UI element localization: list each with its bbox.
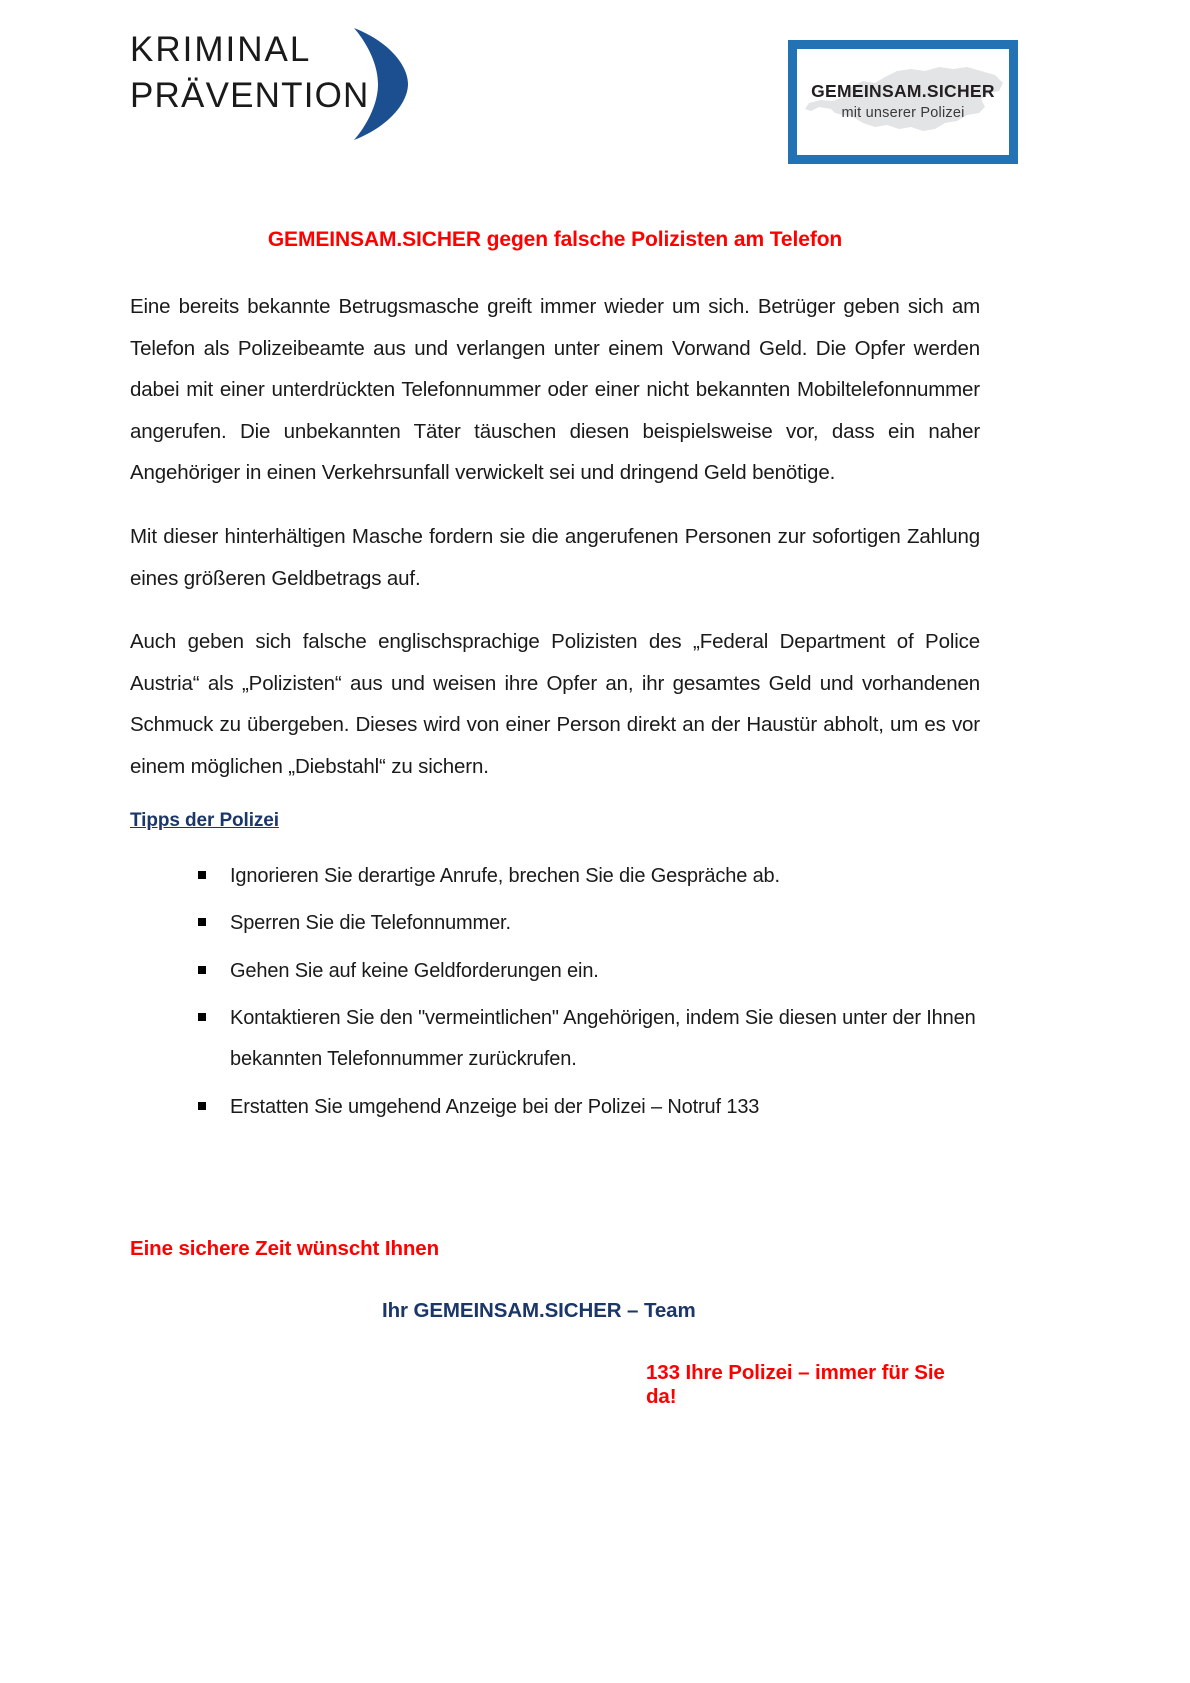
kriminal-praevention-wordmark (130, 30, 370, 116)
square-bullet-icon (198, 871, 206, 879)
page-title: GEMEINSAM.SICHER gegen falsche Polizisten am Telefon (267, 228, 843, 251)
closing-block (130, 1237, 980, 1409)
kriminal-praevention-logo (130, 24, 405, 142)
closing-wish: Eine sichere Zeit wünscht Ihnen (130, 1237, 440, 1261)
tips-list (130, 856, 980, 1128)
square-bullet-icon (198, 966, 206, 974)
swoosh-icon (348, 26, 408, 142)
list-item-label: Sperren Sie die Telefonnummer. (230, 912, 511, 935)
kriminal-praevention-line2: PRÄVENTION (130, 75, 370, 115)
square-bullet-icon (198, 1102, 206, 1110)
list-item (198, 903, 980, 944)
closing-team: Ihr GEMEINSAM.SICHER – Team (382, 1299, 696, 1323)
list-item-label: Gehen Sie auf keine Geldforderungen ein. (230, 959, 599, 982)
tips-heading: Tipps der Polizei (130, 809, 279, 831)
list-item (198, 1087, 980, 1128)
list-item (198, 856, 980, 897)
closing-emergency-number: 133 Ihre Polizei – immer für Sie da! (646, 1361, 945, 1409)
gemeinsam-sicher-wordmark (797, 81, 1009, 121)
document-header (0, 0, 1190, 200)
kriminal-praevention-line1: KRIMINAL (130, 30, 312, 69)
list-item-label: Erstatten Sie umgehend Anzeige bei der Polizei – Notruf 133 (230, 1095, 760, 1118)
list-item (198, 998, 980, 1079)
gemeinsam-sicher-logo (788, 40, 1018, 164)
document-content (130, 228, 980, 1409)
square-bullet-icon (198, 1013, 206, 1021)
list-item (198, 951, 980, 992)
paragraph-english-scam: Auch geben sich falsche englischsprachige Polizisten des „Federal Department of Police Austria“ als „Polizisten“ aus und weisen ihre Opfer an, ihr gesamtes Geld und vorhandenen Schmuck zu übergeben. Dieses wird von einer Person direkt an der Haustür abholt, um es vor einem möglichen „Diebstahl“ zu sichern. (130, 630, 980, 779)
gemeinsam-sicher-main-text: GEMEINSAM.SICHER (811, 81, 995, 101)
square-bullet-icon (198, 918, 206, 926)
list-item-label: Ignorieren Sie derartige Anrufe, brechen Sie die Gespräche ab. (230, 864, 780, 887)
list-item-label: Kontaktieren Sie den "vermeintlichen" Angehörigen, indem Sie diesen unter der Ihnen bekannten Telefonnummer zurückrufen. (230, 1007, 976, 1071)
paragraph-intro: Eine bereits bekannte Betrugsmasche greift immer wieder um sich. Betrüger geben sich am Telefon als Polizeibeamte aus und verlangen unter einem Vorwand Geld. Die Opfer werden dabei mit einer unterdrückten Telefonnummer oder einer nicht bekannten Mobiltelefonnummer angerufen. Die unbekannten Täter täuschen diesen beispielsweise vor, dass ein naher Angehöriger in einen Verkehrsunfall verwickelt sei und dringend Geld benötige. (130, 295, 980, 485)
gemeinsam-sicher-sub-text: mit unserer Polizei (841, 105, 965, 121)
paragraph-demand: Mit dieser hinterhältigen Masche fordern sie die angerufenen Personen zur sofortigen Zahlung eines größeren Geldbetrags auf. (130, 525, 980, 590)
